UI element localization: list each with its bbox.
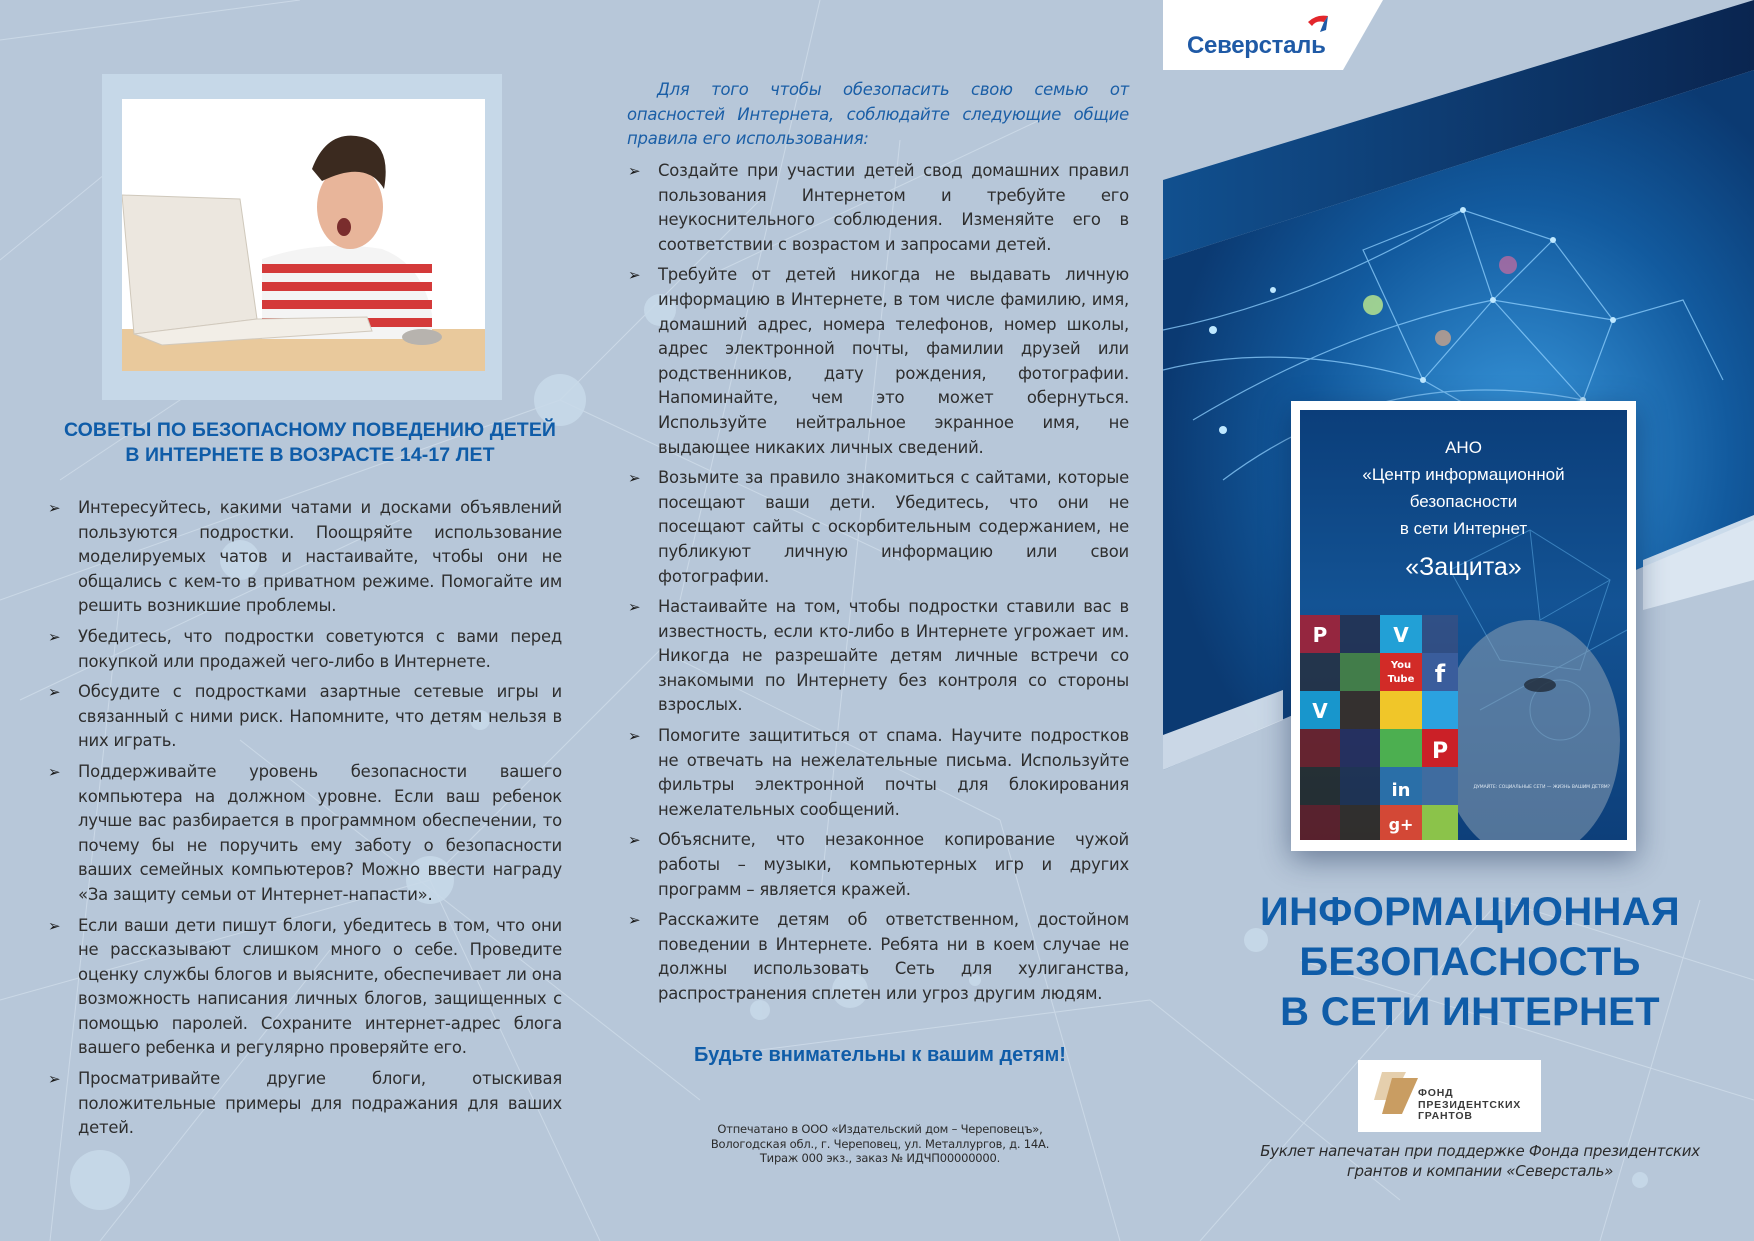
cover-line: безопасности	[1409, 492, 1518, 511]
svg-text:You: You	[1390, 660, 1412, 671]
arrowhead-bullet-icon: ➢	[628, 469, 641, 488]
fund-logo-line: ГРАНТОВ	[1418, 1110, 1473, 1122]
rules-list	[622, 159, 1129, 1013]
list-item	[622, 595, 1129, 718]
arrowhead-bullet-icon: ➢	[628, 911, 641, 930]
arrowhead-bullet-icon: ➢	[628, 831, 641, 850]
arrowhead-bullet-icon: ➢	[48, 1070, 61, 1089]
tip-text: Интересуйтесь, какими чатами и досками объявлений пользуются подростки. Поощряйте использование моделируемых чатов и настаивайте, чтобы они не общались с кем-то в приватном режиме. Помогайте им решить возникшие проблемы.	[78, 498, 562, 616]
photo-frame	[102, 74, 502, 400]
list-item	[622, 828, 1129, 902]
tips-title-line2: В ИНТЕРНЕТЕ В ВОЗРАСТЕ 14-17 ЛЕТ	[125, 444, 495, 466]
list-item	[42, 914, 562, 1062]
list-item	[622, 908, 1129, 1006]
presidential-grants-fund-logo	[1358, 1060, 1541, 1132]
arrowhead-bullet-icon: ➢	[48, 627, 61, 646]
list-item	[622, 263, 1129, 460]
list-item	[42, 625, 562, 674]
imprint	[680, 1122, 1080, 1166]
rule-text: Возьмите за правило знакомиться с сайтами, которые посещают ваши дети. Убедитесь, что они не посещают сайты с оскорбительным содержанием, не публикуют личную информацию или свои фотографии.	[658, 468, 1129, 586]
imprint-line: Тираж 000 экз., заказ № ИДЧП00000000.	[759, 1151, 1001, 1165]
svg-text:in: in	[1391, 780, 1411, 801]
svg-text:P: P	[1431, 739, 1449, 764]
main-title-line1: ИНФОРМАЦИОННАЯ	[1260, 890, 1680, 934]
svg-text:ДУМАЙТЕ: СОЦИАЛЬНЫЕ СЕТИ — ЖИЗ: ДУМАЙТЕ: СОЦИАЛЬНЫЕ СЕТИ — ЖИЗНЬ ВАШИМ ДЕТЯМ?	[1473, 785, 1610, 790]
list-item	[42, 680, 562, 754]
fund-logo-line: ФОНД	[1418, 1087, 1454, 1099]
fund-mark-icon	[1366, 1060, 1426, 1132]
severstal-mark-icon	[1306, 14, 1330, 34]
cover-text	[1300, 434, 1627, 586]
severstal-logo	[1163, 0, 1383, 70]
rule-text: Объясните, что незаконное копирование чужой работы – музыки, компьютерных игр и других программ – является кражей.	[658, 830, 1129, 899]
fund-logo-text	[1418, 1088, 1521, 1123]
tip-text: Обсудите с подростками азартные сетевые игры и связанный с ними риск. Напомните, что детям нельзя в них играть.	[78, 682, 562, 751]
svg-text:V: V	[1312, 699, 1328, 723]
list-item	[622, 466, 1129, 589]
list-item	[42, 496, 562, 619]
rule-text: Создайте при участии детей свод домашних правил пользования Интернетом и требуйте его неукоснительного соблюдения. Изменяйте его в соответствии с возрастом и запросами детей.	[658, 161, 1129, 254]
tips-title-line1: СОВЕТЫ ПО БЕЗОПАСНОМУ ПОВЕДЕНИЮ ДЕТЕЙ	[63, 419, 557, 441]
imprint-line: Вологодская обл., г. Череповец, ул. Металлургов, д. 14А.	[710, 1136, 1050, 1151]
arrowhead-bullet-icon: ➢	[628, 598, 641, 617]
arrowhead-bullet-icon: ➢	[48, 916, 61, 935]
support-line: Буклет напечатан при поддержке Фонда президентских	[1260, 1142, 1700, 1160]
main-title-line2: БЕЗОПАСНОСТЬ	[1299, 940, 1641, 984]
arrowhead-bullet-icon: ➢	[48, 499, 61, 517]
boy-laptop-photo	[122, 99, 485, 371]
arrowhead-bullet-icon: ➢	[48, 762, 61, 781]
main-title-line3: В СЕТИ ИНТЕРНЕТ	[1280, 990, 1660, 1034]
severstal-logo-text: Северсталь	[1187, 32, 1326, 59]
arrowhead-bullet-icon: ➢	[628, 727, 641, 746]
tip-text: Просматривайте другие блоги, отыскивая положительные примеры для подражания для ваших детей.	[78, 1069, 562, 1138]
rule-text: Расскажите детям об ответственном, достойном поведении в Интернете. Ребята ни в коем случае не должны использовать Сеть для хулиганства, распространения сплетен или угроз другим людям.	[658, 910, 1129, 1003]
arrowhead-bullet-icon: ➢	[628, 162, 641, 180]
main-title	[1180, 887, 1754, 1037]
support-note	[1225, 1142, 1735, 1181]
rule-text: Настаивайте на том, чтобы подростки ставили вас в известность, если кто-либо в Интернете угрожает им. Никогда не разрешайте детям личные встречи со знакомыми по Интернету без контроля со стороны взрослых.	[658, 597, 1129, 715]
rule-text: Требуйте от детей никогда не выдавать личную информацию в Интернете, в том числе фамилию, имя, домашний адрес, номера телефонов, номер школы, адрес электронной почты, фамилии друзей или родственников, дату рождения, фотографии. Напоминайте, чем это может обернуться. Используйте нейтральное экранное имя, не выдающее никаких личных сведений.	[658, 265, 1129, 457]
svg-text:P: P	[1312, 623, 1328, 647]
svg-text:f: f	[1434, 660, 1446, 688]
arrowhead-bullet-icon: ➢	[628, 266, 641, 285]
booklet-cover	[1291, 401, 1636, 851]
list-item	[42, 760, 562, 908]
list-item	[622, 724, 1129, 822]
svg-text:Tube: Tube	[1387, 674, 1415, 685]
list-item	[622, 159, 1129, 257]
intro-paragraph: Для того чтобы обезопасить свою семью от опасностей Интернета, соблюдайте следующие общие правила его использования:	[627, 80, 1129, 149]
arrowhead-bullet-icon: ➢	[48, 683, 61, 702]
closing-message: Будьте внимательны к вашим детям!	[694, 1044, 1066, 1066]
cover-line: «Центр информационной	[1362, 465, 1565, 484]
cover-line: АНО	[1445, 438, 1482, 457]
tips-list	[42, 496, 562, 1147]
imprint-line: Отпечатано в ООО «Издательский дом – Череповецъ»,	[717, 1122, 1043, 1136]
cover-project-name: «Защита»	[1405, 553, 1522, 581]
tips-title	[40, 418, 580, 468]
rule-text: Помогите защититься от спама. Научите подростков не отвечать на нежелательные письма. Используйте фильтры электронной почты для блокирования нежелательных сообщений.	[658, 726, 1129, 819]
svg-text:V: V	[1393, 623, 1409, 647]
tip-text: Убедитесь, что подростки советуются с вами перед покупкой или продажей чего-либо в Интернете.	[78, 626, 562, 671]
fund-logo-line: ПРЕЗИДЕНТСКИХ	[1418, 1098, 1522, 1111]
svg-text:g+: g+	[1388, 815, 1414, 834]
cover-line: в сети Интернет	[1399, 519, 1528, 538]
list-item	[42, 1067, 562, 1141]
support-line: грантов и компании «Северсталь»	[1346, 1161, 1614, 1180]
tip-text: Поддерживайте уровень безопасности вашего компьютера на должном уровне. Если ваш ребенок лучше вас разбирается в программном обеспечении, то почему бы не поручить ему заботу о безопасности ваших семейных компьютеров? Можно ввести награду «За защиту семьи от Интернет-напасти».	[78, 761, 562, 904]
tip-text: Если ваши дети пишут блоги, убедитесь в том, что они не рассказывают слишком много о себе. Проведите оценку службы блогов и выясните, обеспечивает ли она возможность написания личных блогов, защищенных с помощью паролей. Сохраните интернет-адрес блога вашего ребенка и регулярно проверяйте его.	[78, 915, 562, 1058]
